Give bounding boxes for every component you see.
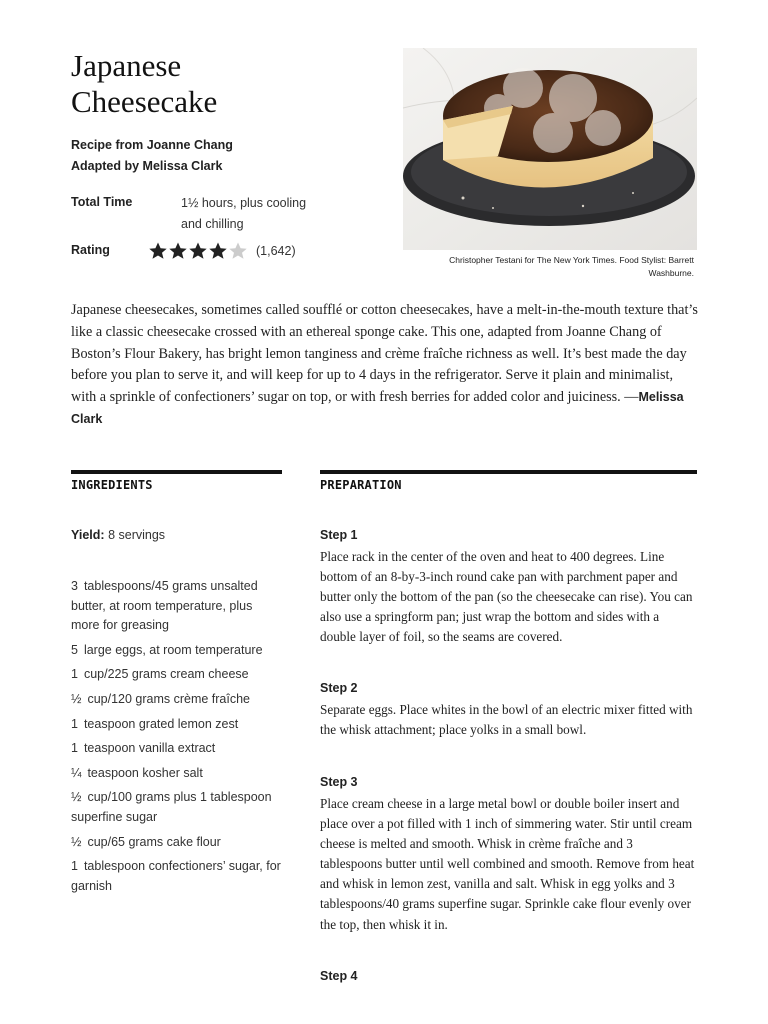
- ingredient-qty: 1: [71, 859, 78, 874]
- ingredient-text: large eggs, at room temperature: [83, 642, 263, 657]
- star-icon[interactable]: [188, 241, 208, 261]
- step-label: Step 3: [320, 775, 358, 789]
- recipe-photo: [403, 48, 697, 250]
- ingredient-qty: 5: [71, 642, 78, 657]
- ingredient-text: tablespoon confectioners’ sugar, for garnish: [71, 859, 281, 893]
- byline-recipe-from: Recipe from Joanne Chang: [71, 138, 233, 152]
- ingredient-item: [71, 577, 283, 636]
- ingredient-qty: ¼: [71, 765, 82, 780]
- step-text: Place cream cheese in a large metal bowl or double boiler insert and place over a pot filled with 1 inch of simmering water. Stir until cream cheese is melted and smooth. Whisk in crème fraîche and 3 tablespoons butter until well combined and smooth. Remove from heat and whisk in lemon zest, vanilla and salt. Whisk in egg yolks and 3 tablespoons/40 grams superfine sugar. Sprinkle cake flour evenly over the top, then whisk it in.: [320, 796, 695, 932]
- intro-author[interactable]: Melissa Clark: [71, 390, 684, 426]
- ingredient-text: cup/120 grams crème fraîche: [87, 691, 251, 706]
- ingredient-item: [71, 690, 283, 710]
- star-icon[interactable]: [148, 241, 168, 261]
- ingredient-qty: ½: [71, 790, 82, 805]
- step-3: [320, 775, 698, 935]
- step-1: [320, 528, 698, 647]
- ingredient-list: [71, 577, 283, 901]
- star-icon[interactable]: [208, 241, 228, 261]
- recipe-intro: [71, 300, 701, 431]
- ingredient-item: [71, 833, 283, 853]
- rating-count: (1,642): [256, 244, 296, 258]
- ingredient-qty: ½: [71, 834, 82, 849]
- ingredients-rule: [71, 470, 282, 474]
- ingredient-text: cup/225 grams cream cheese: [83, 667, 249, 682]
- ingredient-text: cup/65 grams cake flour: [87, 834, 221, 849]
- ingredient-qty: 1: [71, 667, 78, 682]
- ingredient-item: [71, 665, 283, 685]
- byline: [71, 135, 233, 177]
- ingredient-qty: 1: [71, 716, 78, 731]
- ingredient-item: [71, 788, 283, 827]
- rating-stars[interactable]: [148, 240, 296, 262]
- ingredient-qty: ½: [71, 691, 82, 706]
- rating-label: Rating: [71, 243, 110, 257]
- byline-adapted-by: Adapted by Melissa Clark: [71, 159, 223, 173]
- ingredient-text: teaspoon grated lemon zest: [83, 716, 239, 731]
- step-text: Separate eggs. Place whites in the bowl of an electric mixer fitted with the whisk attachment; place yolks in a small bowl.: [320, 702, 693, 738]
- total-time-value: 1½ hours, plus cooling and chilling: [181, 196, 307, 231]
- step-label: Step 1: [320, 528, 358, 542]
- preparation-rule: [320, 470, 697, 474]
- ingredient-item: [71, 739, 283, 759]
- preparation-heading: PREPARATION: [320, 478, 402, 492]
- recipe-title: [71, 48, 371, 120]
- cheesecake-image: [403, 48, 697, 250]
- ingredient-item: [71, 715, 283, 735]
- recipe-title-line-2: Cheesecake: [71, 84, 218, 119]
- ingredient-item: [71, 857, 283, 896]
- yield-value: 8 servings: [108, 528, 166, 542]
- recipe-title-line-1: Japanese: [71, 48, 182, 83]
- yield: [71, 528, 165, 542]
- ingredient-text: teaspoon vanilla extract: [83, 741, 216, 756]
- ingredient-text: teaspoon kosher salt: [87, 765, 203, 780]
- step-2: [320, 681, 698, 740]
- intro-text: Japanese cheesecakes, sometimes called soufflé or cotton cheesecakes, have a melt-in-the-mouth texture that’s like a classic cheesecake crossed with an ethereal sponge cake. This one, adapted from Joanne Chang of Boston’s Flour Bakery, has bright lemon tanginess and crème fraîche richness as well. It’s best made the day before you plan to serve it, and will keep for up to 4 days in the refrigerator. Serve it plain and minimalist, with a sprinkle of confectioners’ sugar on top, or with fresh berries for added color and juiciness. —: [71, 302, 698, 406]
- total-time-label: Total Time: [71, 195, 133, 209]
- step-4: [320, 969, 698, 988]
- star-icon[interactable]: [228, 241, 248, 261]
- step-label: Step 2: [320, 681, 358, 695]
- ingredient-text: cup/100 grams plus 1 tablespoon superfine sugar: [71, 790, 272, 824]
- ingredient-qty: 3: [71, 579, 78, 593]
- yield-label: Yield:: [71, 528, 105, 542]
- photo-credit: Christopher Testani for The New York Times. Food Stylist: Barrett Washburne.: [449, 255, 694, 278]
- ingredient-item: [71, 764, 283, 784]
- star-icon[interactable]: [168, 241, 188, 261]
- step-text: Place rack in the center of the oven and heat to 400 degrees. Line bottom of an 8-by-3-inch round cake pan with parchment paper and butter only the bottom of the pan (so the cheesecake can rise). You can also use a springform pan; just wrap the bottom and sides with a double layer of foil, so the seams are covered.: [320, 549, 693, 645]
- ingredients-heading: INGREDIENTS: [71, 478, 153, 492]
- ingredient-text: tablespoons/45 grams unsalted butter, at room temperature, plus more for greasing: [71, 579, 258, 633]
- step-label: Step 4: [320, 969, 358, 983]
- ingredient-item: [71, 641, 283, 661]
- ingredient-qty: 1: [71, 741, 78, 756]
